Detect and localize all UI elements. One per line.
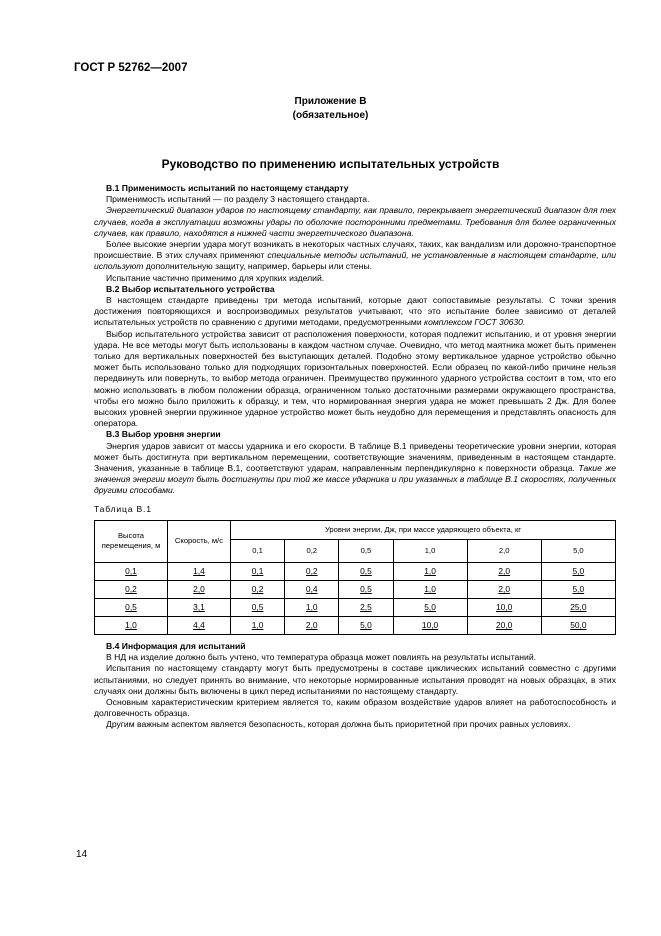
text-span: дополнительную защиту, например, барьеры или стены. <box>143 261 373 272</box>
header-height: Высота перемещения, м <box>95 520 168 562</box>
header-energy: Уровни энергии, Дж, при массе ударяющего объекта, кг <box>231 520 616 539</box>
cell-value: 0,5 <box>251 601 264 612</box>
italic-text: Такие же значения энергии могут быть достигнуты при той же массе ударника и при указанных в таблице В.1 скоростях, полученных другими способами. <box>94 463 616 496</box>
cell-value: 1,0 <box>125 619 137 630</box>
cell-value: 50,0 <box>570 619 587 630</box>
table-cell <box>339 580 393 598</box>
table-row <box>95 562 616 580</box>
cell-value: 2,5 <box>360 601 372 612</box>
cell-value: 2,0 <box>305 619 318 630</box>
table-caption: Таблица В.1 <box>94 503 152 514</box>
table-cell <box>285 562 339 580</box>
paragraph: Основным характеристическим критерием является то, каким образом воздействие ударов влияет на работоспособность и долговечность образца. <box>94 696 616 719</box>
table-cell <box>393 598 467 616</box>
table-cell <box>467 616 541 634</box>
cell-value: 0,1 <box>251 565 264 576</box>
table-row <box>95 580 616 598</box>
cell-value: 1,0 <box>251 619 264 630</box>
cell-value: 3,1 <box>193 601 205 612</box>
header-speed: Скорость, м/с <box>168 520 231 562</box>
table-row <box>95 616 616 634</box>
paragraph <box>94 295 616 329</box>
table-row <box>95 598 616 616</box>
cell-value: 5,0 <box>572 565 585 576</box>
cell-value: 1,4 <box>193 565 205 576</box>
cell-value: 0,1 <box>125 565 137 576</box>
cell-value: 1,0 <box>424 565 436 576</box>
paragraph <box>94 239 616 273</box>
table-header-row <box>95 520 616 539</box>
section-heading-b3: В.3 Выбор уровня энергии <box>106 429 221 440</box>
cell-value: 10,0 <box>496 601 513 612</box>
paragraph: Другим важным аспектом является безопасность, которая должна быть приоритетной при прочих равных условиях. <box>106 719 571 730</box>
italic-text: комплексом ГОСТ 30630. <box>424 317 526 328</box>
table-cell <box>95 598 168 616</box>
cell-value: 1,0 <box>305 601 318 612</box>
cell-value: 25,0 <box>570 601 587 612</box>
table-body <box>95 562 616 634</box>
table-cell <box>95 616 168 634</box>
cell-value: 5,0 <box>572 583 585 594</box>
cell-value: 5,0 <box>360 619 372 630</box>
table-cell <box>168 580 231 598</box>
table-cell <box>285 598 339 616</box>
cell-value: 2,0 <box>193 583 205 594</box>
paragraph: В НД на изделие должно быть учтено, что температура образца может повлиять на результаты испытаний. <box>106 652 537 663</box>
mass-cell: 0,5 <box>339 539 393 562</box>
cell-value: 0,2 <box>125 583 137 594</box>
mass-cell: 2,0 <box>467 539 541 562</box>
table-cell <box>393 562 467 580</box>
table-cell <box>467 562 541 580</box>
mass-cell: 0,2 <box>285 539 339 562</box>
cell-value: 20,0 <box>496 619 513 630</box>
cell-value: 0,2 <box>305 565 318 576</box>
mass-cell: 0,1 <box>231 539 285 562</box>
text-span: В настоящем стандарте приведены три метода испытаний, которые дают сопоставимые результаты. С точки зрения достижения повторяющихся и воспроизводимых результатов учитывают, что это испытание более зависимо от деталей испытательных устройств по сравнению с другими методами, предусмотренными <box>94 295 616 328</box>
energy-table <box>94 520 616 635</box>
table-cell <box>541 580 615 598</box>
paragraph: Испытание частично применимо для хрупких изделий. <box>106 272 325 283</box>
appendix-label: Приложение В <box>294 96 367 107</box>
italic-text: Энергетический диапазон ударов по настоящему стандарту, как правило, перекрывает энергетический диапазон для тех случаев, когда в эксплуатации возможны удары по оболочке посторонними предметами. Требования для более ограниченных случаев, как правило, находятся в нижней части энергетического диапазона. <box>94 205 616 238</box>
paragraph: Испытания по настоящему стандарту могут быть предусмотрены в составе циклических испытаний совместно с другими испытаниями, но следует принять во внимание, что некоторые нормированные испытания проводят на новых образцах, в этих случаях они должны быть включены в цикл перед испытаниями по настоящему стандарту. <box>94 663 616 696</box>
paragraph: Применимость испытаний — по разделу 3 настоящего стандарта. <box>106 194 370 205</box>
table-cell <box>231 616 285 634</box>
table-cell <box>168 598 231 616</box>
table-cell <box>285 580 339 598</box>
table-cell <box>393 580 467 598</box>
table-cell <box>168 616 231 634</box>
cell-value: 0,4 <box>305 583 318 594</box>
table-cell <box>467 598 541 616</box>
appendix-status: (обязательное) <box>292 110 369 121</box>
italic-text: специальные методы испытаний, не установленные в настоящем стандарте, или используют <box>94 250 616 272</box>
table-cell <box>467 580 541 598</box>
document-header: ГОСТ Р 52762—2007 <box>74 62 188 74</box>
section-heading-b4: В.4 Информация для испытаний <box>106 640 246 651</box>
page-number: 14 <box>76 849 88 860</box>
table-cell <box>339 562 393 580</box>
table-cell <box>95 580 168 598</box>
table-cell <box>541 616 615 634</box>
cell-value: 2,0 <box>498 565 510 576</box>
table-cell <box>231 580 285 598</box>
page-title: Руководство по применению испытательных устройств <box>161 157 500 171</box>
text-span: Более высокие энергии удара могут возникать в некоторых частных случаях, таких, как вандализм или дорожно-транспортное происшествие. В этих случаях применяют <box>94 239 616 261</box>
section-heading-b1: В.1 Применимость испытаний по настоящему стандарту <box>106 183 349 193</box>
paragraph <box>94 441 616 497</box>
cell-value: 4,4 <box>193 619 205 630</box>
paragraph <box>94 205 616 239</box>
table-cell <box>231 562 285 580</box>
section-heading-b2: В.2 Выбор испытательного устройства <box>106 283 275 294</box>
table-cell <box>393 616 467 634</box>
table-cell <box>541 562 615 580</box>
document-body <box>94 183 616 731</box>
table-cell <box>231 598 285 616</box>
cell-value: 10,0 <box>421 619 439 630</box>
cell-value: 1,0 <box>424 583 436 594</box>
mass-cell: 1,0 <box>393 539 467 562</box>
cell-value: 0,2 <box>251 583 264 594</box>
cell-value: 0,5 <box>360 583 372 594</box>
cell-value: 5,0 <box>424 601 436 612</box>
mass-cell: 5,0 <box>541 539 615 562</box>
table-cell <box>339 598 393 616</box>
cell-value: 2,0 <box>498 583 510 594</box>
text-span: Энергия ударов зависит от массы ударника и его скорости. В таблице В.1 приведены теоретические уровни энергии, которая может быть достигнута при вертикальном перемещении, соответствующие значениям, приведенным в настоящем стандарте. Значения, указанные в таблице В.1, соответствуют ударам, направленным перпендикулярно к поверхности образца. <box>94 440 616 474</box>
table-cell <box>168 562 231 580</box>
paragraph: Выбор испытательного устройства зависит от расположения поверхности, которая подлежит испытанию, и от уровня энергии удара. Не все методы могут быть использованы в каждом частном случае. Очевидно, что метод маятника может быть применен только для вертикальных поверхностей без выступающих деталей. Подобно этому вертикальное ударное устройство обычно может быть использовано только для подходящих горизонтальных поверхностей. Если образец по какой-либо причине нельзя передвинуть или повернуть, то выбор метода ограничен. Преимущество пружинного ударного устройства состоит в том, что его можно использовать в любом положении образца, ограниченном только достаточными размерами окружающего пространства, чтобы его можно было приложить к образцу, и тем, что нормированная энергия удара не может превышать 2 Дж. Для более высоких уровней энергии пружинное ударное устройство может быть неудобно для перемещения и представлять опасность для оператора. <box>94 328 616 429</box>
table-cell <box>95 562 168 580</box>
cell-value: 0,5 <box>360 565 372 576</box>
table-cell <box>541 598 615 616</box>
table-cell <box>339 616 393 634</box>
table-cell <box>285 616 339 634</box>
cell-value: 0,5 <box>125 601 137 612</box>
